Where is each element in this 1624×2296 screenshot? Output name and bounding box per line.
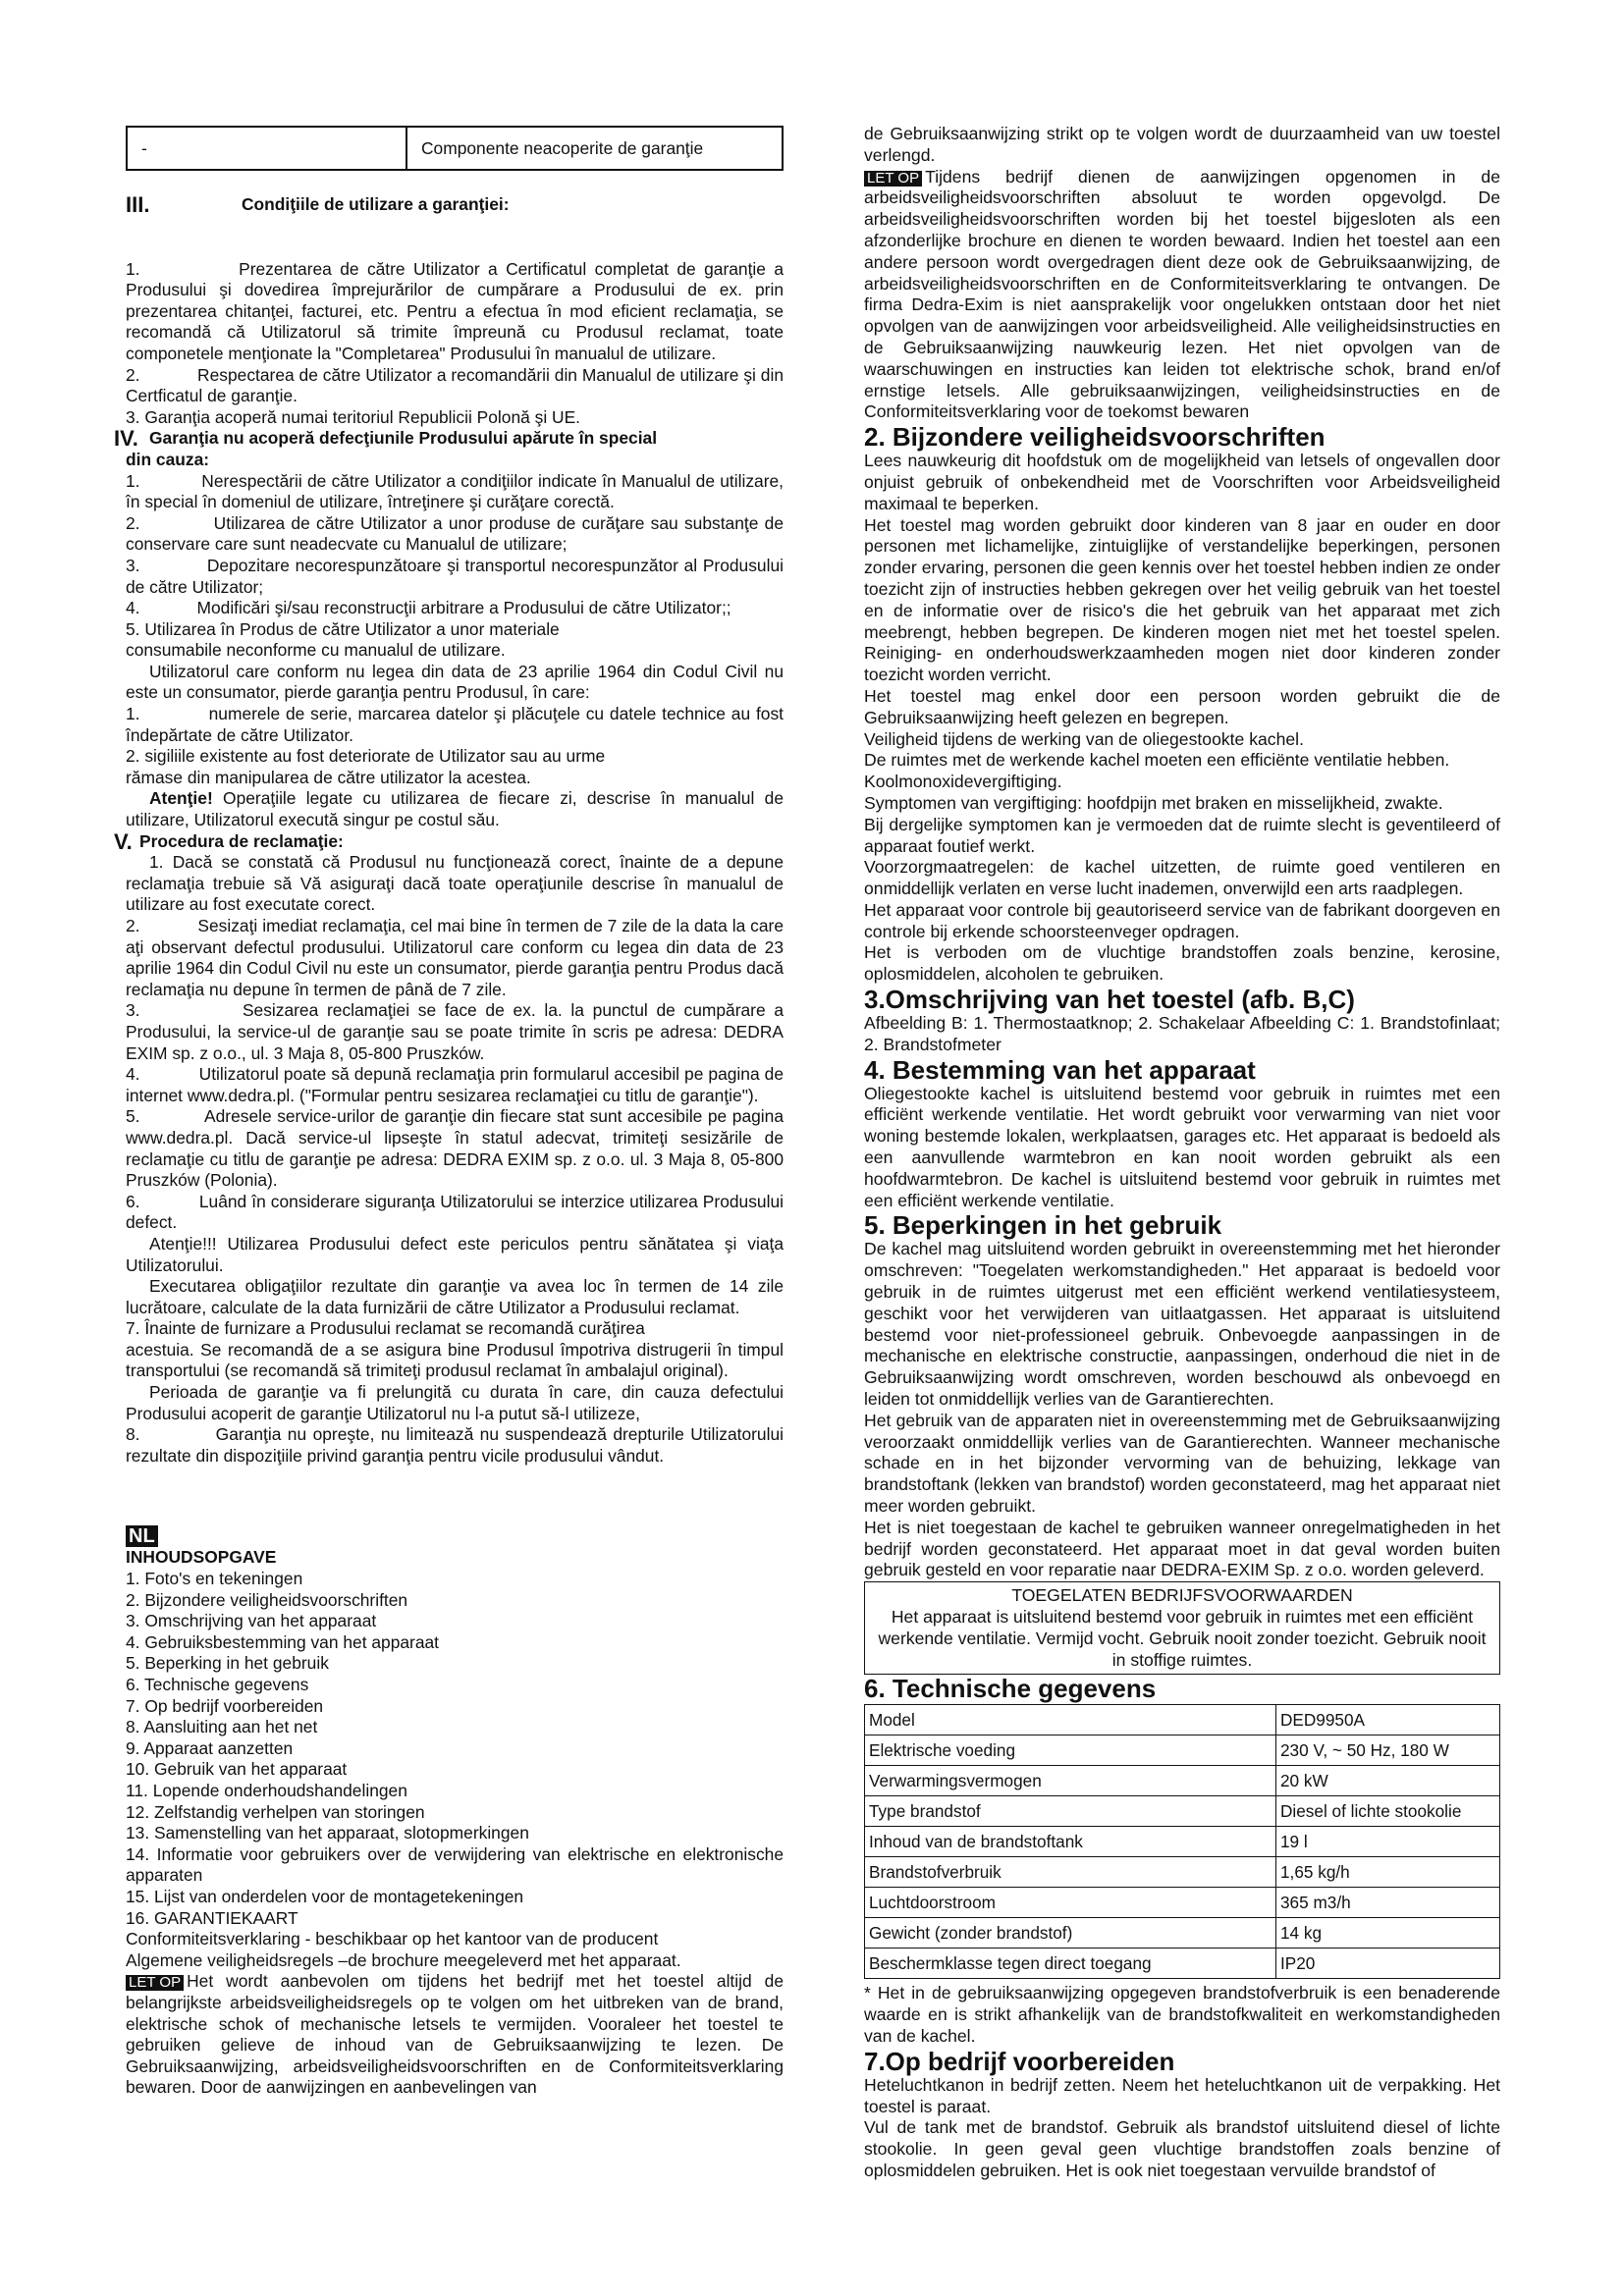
toc-item: 6. Technische gegevens	[126, 1675, 309, 1694]
paragraph: Executarea obligaţiilor rezultate din garanţie va avea loc în termen de 14 zile lucrătoare, calculate de la data furnizării de către Utilizator a Produsului reclamat.	[126, 1276, 784, 1317]
paragraph: 2. Sesizaţi imediat reclamaţia, cel mai bine în termen de 7 zile de la data la care aţi observant defectul produsului. Utilizatorul care conform cu legea din data de 23 aprilie 1964 din Codul Civil nu este un consumator, pierde garanţia pentru Produs dacă reclamaţia nu depune în termen de până de 7 zile.	[126, 916, 788, 999]
toc-item: 12. Zelfstandig verhelpen van storingen	[126, 1801, 425, 1822]
paragraph: 1. numerele de serie, marcarea datelor şi plăcuţele cu datele technice au fost îndepărtate de către Utilizator.	[126, 704, 788, 745]
toc-title: INHOUDSOPGAVE	[126, 1547, 277, 1568]
footnote: * Het in de gebruiksaanwijzing opgegeven brandstofverbruik is een benaderende waarde en is strikt afhankelijk van de brandstofkwaliteit en werkomstandigheden van de kachel.	[864, 1983, 1500, 2046]
spec-label: Verwarmingsvermogen	[865, 1766, 1276, 1796]
section-v-heading	[114, 828, 784, 854]
paragraph: Voorzorgmaatregelen: de kachel uitzetten, de ruimte goed ventileren en onmiddellijk verlaten en verse lucht inademen, onverwijld een arts raadplegen.	[864, 857, 1500, 899]
warning-text: Operaţiile legate cu utilizarea de fiecare zi, descrise în manualul de utilizare, Utilizatorul execută singur pe costul său.	[126, 788, 784, 830]
table-cell: Componente neacoperite de garanţie	[406, 127, 783, 170]
paragraph: Bij dergelijke symptomen kan je vermoeden dat de ruimte slecht is geventileerd of apparaat foutief werkt.	[864, 814, 1500, 856]
table-row	[865, 1918, 1500, 1949]
spec-label: Gewicht (zonder brandstof)	[865, 1918, 1276, 1949]
toc-item: 11. Lopende onderhoudshandelingen	[126, 1780, 407, 1800]
paragraph: Vul de tank met de brandstof. Gebruik als brandstof uitsluitend diesel of lichte stookolie. In geen geval geen vluchtige brandstoffen zoals benzine of oplosmiddelen gebruiken. Het is ook niet toegestaan vervuilde brandstof of	[864, 2117, 1500, 2180]
paragraph: Conformiteitsverklaring - beschikbaar op het kantoor van de producent	[126, 1929, 659, 1949]
spec-label: Brandstofverbruik	[865, 1857, 1276, 1888]
paragraph: Heteluchtkanon in bedrijf zetten. Neem het heteluchtkanon uit de verpakking. Het toestel is paraat.	[864, 2074, 1500, 2116]
table-row	[865, 1857, 1500, 1888]
section-iv-heading	[114, 428, 784, 450]
toc-item: 1. Foto's en tekeningen	[126, 1569, 303, 1589]
paragraph: Veiligheid tijdens de werking van de oliegestookte kachel.	[864, 728, 1304, 749]
paragraph: 6. Luând în considerare siguranţa Utilizatorului se interzice utilizarea Produsului defect.	[126, 1191, 788, 1233]
paragraph: Het toestel mag enkel door een persoon worden gebruikt die de Gebruiksaanwijzing heeft gelezen en begrepen.	[864, 685, 1500, 727]
section-heading: 3.Omschrijving van het toestel (afb. B,C)	[864, 985, 1355, 1015]
paragraph	[864, 167, 1500, 424]
spec-label: Model	[865, 1705, 1276, 1735]
paragraph: 1. Dacă se constată că Produsul nu funcţionează corect, înainte de a depune reclamaţia trebuie să Vă asiguraţi dacă toate operaţiunile descrise în manualul de utilizare au fost executate corect.	[126, 852, 784, 915]
section-title: Condiţiile de utilizare a garanţiei:	[242, 194, 510, 214]
paragraph: Atenţie!!! Utilizarea Produsului defect este periculos pentru sănătatea şi viaţa Utilizatorului.	[126, 1233, 784, 1275]
toc-item: 14. Informatie voor gebruikers over de verwijdering van elektrische en elektronische apparaten	[126, 1843, 784, 1886]
section-title: Procedura de reclamaţie:	[139, 830, 344, 851]
paragraph: 7. Înainte de furnizare a Produsului reclamat se recomandă curăţirea	[126, 1318, 645, 1339]
paragraph: 2. sigiliile existente au fost deteriorate de Utilizator sau au urme	[126, 746, 606, 767]
paragraph: 5. Utilizarea în Produs de către Utilizator a unor materiale	[126, 618, 560, 639]
spec-value: 19 l	[1276, 1827, 1500, 1857]
spec-value: 20 kW	[1276, 1766, 1500, 1796]
paragraph: 4. Modificări şi/sau reconstrucţii arbitrare a Produsului de către Utilizator;;	[126, 598, 731, 618]
paragraph: Het toestel mag worden gebruikt door kinderen van 8 jaar en ouder en door personen met lichamelijke, zintuiglijke of verstandelijke beperkingen, personen zonder ervaring, personen die geen kennis over het toestel hebben indien ze onder toezicht zijn of instructies hebben gekregen over het veilig gebruik van het toestel en de informatie over de risico's die het gebruik van het apparaat met zich meebrengt, hebben begrepen. De kinderen mogen niet met het toestel spelen. Reiniging- en onderhoudswerkzaamheden mogen niet door kinderen zonder toezicht worden verricht.	[864, 514, 1500, 685]
paragraph: Utilizatorul care conform nu legea din data de 23 aprilie 1964 din Codul Civil nu este un consumator, pierde garanţia pentru Produsul, în care:	[126, 661, 784, 703]
paragraph: De kachel mag uitsluitend worden gebruikt in overeenstemming met het hieronder omschreven: "Toegelaten werkomstandigheden." Het apparaat is bedoeld voor gebruik in de ruimtes uitgerust met een efficiënt werkend ventilatiesysteem, geschikt voor het verwijderen van uitlaatgassen. Het apparaat is uitsluitend bestemd voor niet-professioneel gebruik. Onbevoegde aanpassingen in de mechanische en elektrische constructie, aanpassingen, onderhoud die niet in de Gebruiksaanwijzing wordt omschreven, worden beschouwd als onbevoegd en leiden tot onmiddellijk verlies van de Garantierechten.	[864, 1239, 1500, 1410]
toc-item: 13. Samenstelling van het apparaat, slotopmerkingen	[126, 1823, 529, 1843]
letop-label: LET OP	[864, 171, 922, 187]
tech-specs-table	[864, 1704, 1500, 1979]
text: Tijdens bedrijf dienen de aanwijzingen opgenomen in de arbeidsveiligheidsvoorschriften absoluut te worden opgevolgd. De arbeidsveiligheidsvoorschriften worden bij het toestel bijgesloten als een afzonderlijke brochure en dienen te worden bewaard. Indien het toestel aan een andere persoon wordt overgedragen dient deze ook de Gebruiksaanwijzing, de arbeidsveiligheidsvoorschriften en de Conformiteitsverklaring te ontvangen. De firma Dedra-Exim is niet aansprakelijk voor ongelukken ontstaan door het niet opvolgen van de aanwijzingen voor arbeidsveiligheid. Alle veiligheidsinstructies en de Gebruiksaanwijzing nauwkeurig lezen. Het niet opvolgen van de waarschuwingen en instructies kan leiden tot elektrische schok, brand en/of ernstige letsels. Alle gebruiksaanwijzingen, veiligheidsinstructies en de Conformiteitsverklaring voor de toekomst bewaren	[864, 166, 1500, 422]
text: . Dacă service-ul lipseşte în statul adecvat, trimiteţi sesizările de reclamaţie cu titlu de garanţie pe adresa: DEDRA EXIM sp. z o.o. ul. 3 Maja 8, 05-800 Pruszków (Polonia).	[126, 1127, 788, 1191]
toc-item: 4. Gebruiksbestemming van het apparaat	[126, 1631, 440, 1652]
text: Het wordt aanbevolen om tijdens het bedrijf met het toestel altijd de belangrijkste arbeidsveiligheidsregels op te volgen om het uitbreken van de brand, elektrische schok of mechanische letsels te vermijden. Vooraleer het toestel te gebruiken gelieve de inhoud van de Gebruiksaanwijzing te lezen. De Gebruiksaanwijzing, arbeidsveiligheidsvoorschriften en de Conformiteitsverklaring bewaren. Door de aanwijzingen en aanbevelingen van	[126, 1971, 784, 2098]
right-column	[864, 124, 1500, 2182]
paragraph: 8. Garanţia nu opreşte, nu limitează nu suspendează drepturile Utilizatorului rezultate din dispoziţiile privind garanţia pentru vicile produsului vândut.	[126, 1424, 788, 1466]
spec-label: Inhoud van de brandstoftank	[865, 1827, 1276, 1857]
spec-label: Luchtdoorstroom	[865, 1888, 1276, 1918]
table-row	[865, 1949, 1500, 1979]
paragraph: Afbeelding B: 1. Thermostaatknop; 2. Schakelaar Afbeelding C: 1. Brandstofinlaat; 2. Brandstofmeter	[864, 1013, 1500, 1054]
paragraph: 2. Respectarea de către Utilizator a recomandării din Manualul de utilizare şi din Certficatul de garanţie.	[126, 364, 788, 406]
section-heading: 5. Beperkingen in het gebruik	[864, 1210, 1222, 1241]
left-column	[114, 192, 788, 2099]
paragraph: consumabile neconforme cu manualul de utilizare.	[126, 640, 506, 661]
paragraph: Symptomen van vergiftiging: hoofdpijn met braken en misselijkheid, zwakte.	[864, 792, 1443, 813]
paragraph: acestuia. Se recomandă de a se asigura bine Produsul împotriva distrugerii în timpul transportului (se recomandă să trimiteţi produsul reclamat în ambalajul original).	[126, 1339, 784, 1381]
spec-value: IP20	[1276, 1949, 1500, 1979]
paragraph: Oliegestookte kachel is uitsluitend bestemd voor gebruik in ruimtes met een efficiënt werkende ventilatie. Het wordt gebruikt voor verwarming van niet voor woning bestemde lokalen, werkplaatsen, garages etc. Het apparaat is bedoeld als een aanvullende warmtebron en kan nooit worden gebruikt als een hoofdwarmtebron. De kachel is uitsluitend bestemd voor gebruik in ruimtes met een efficiënt werkende ventilatie.	[864, 1083, 1500, 1210]
toc-item: 15. Lijst van onderdelen voor de montagetekeningen	[126, 1886, 524, 1906]
spec-label: Beschermklasse tegen direct toegang	[865, 1949, 1276, 1979]
paragraph: Algemene veiligheidsregels –de brochure meegeleverd met het apparaat.	[126, 1949, 681, 1970]
paragraph: 3. Garanţia acoperă numai teritoriul Republicii Polonă şi UE.	[126, 406, 581, 427]
paragraph: 3. Sesizarea reclamaţiei se face de ex. la. la punctul de cumpărare a Produsului, la service-ul de garanţie sau se poate trimite în scris pe adresa: DEDRA EXIM sp. z o.o., ul. 3 Maja 8, 05-800 Pruszków.	[126, 1000, 788, 1063]
section-heading: 7.Op bedrijf voorbereiden	[864, 2046, 1175, 2076]
table-row	[865, 1888, 1500, 1918]
toc-item: 7. Op bedrijf voorbereiden	[126, 1695, 324, 1716]
toc-item: 9. Apparaat aanzetten	[126, 1737, 294, 1758]
text: . ("Formular pentru sesizarea reclamaţiei cu titlu de garanţie").	[290, 1085, 759, 1105]
text: 4. Utilizatorul poate să depună reclamaţia prin formularul accesibil pe pagina de internet	[126, 1064, 788, 1105]
paragraph: 1. Prezentarea de către Utilizator a Certificatul completat de garanţie a Produsului şi dovedirea împrejurărilor de cumpărare a Produsului de ex. prin prezentarea chitanţei, facturei, etc. Pentru a efectua în mod eficient reclamaţia, se recomandă că Utilizatorul să trimite împreună cu Produsul reclamat, toate componetele menţionate la "Completarea" Produsului în manualul de utilizare.	[126, 258, 788, 363]
table-row	[865, 1705, 1500, 1735]
section-heading: 4. Bestemming van het apparaat	[864, 1054, 1256, 1085]
paragraph	[126, 1971, 784, 2099]
toc-list	[126, 1569, 784, 1844]
toc-item: 5. Beperking in het gebruik	[126, 1653, 329, 1674]
toc-item: 2. Bijzondere veiligheidsvoorschriften	[126, 1589, 408, 1610]
spec-label: Type brandstof	[865, 1796, 1276, 1827]
paragraph: De ruimtes met de werkende kachel moeten een efficiënte ventilatie hebben.	[864, 750, 1450, 771]
paragraph: Het gebruik van de apparaten niet in overeenstemming met de Gebruiksaanwijzing veroorzaakt onmiddellijk verlies van de Garantierechten. Wanneer mechanische schade en in het bijzonder vervorming van de behuizing, lekkage van brandstoftank (lekken van brandstof) worden geconstateerd, mag het apparaat niet meer worden gebruikt.	[864, 1410, 1500, 1517]
section-iii-heading	[126, 194, 784, 216]
spec-label: Elektrische voeding	[865, 1735, 1276, 1766]
table-row	[865, 1766, 1500, 1796]
paragraph	[126, 788, 784, 830]
paragraph: Perioada de garanţie va fi prelungită cu durata în care, din cauza defectului Produsului acoperit de garanţie Utilizatorul nu l-a putut să-l utilizeze,	[126, 1382, 784, 1423]
section-title: Garanţia nu acoperă defecţiunile Produsului apărute în special	[149, 428, 658, 449]
spec-value: 365 m3/h	[1276, 1888, 1500, 1918]
spec-value: 230 V, ~ 50 Hz, 180 W	[1276, 1735, 1500, 1766]
table-row	[865, 1796, 1500, 1827]
conditions-box	[864, 1581, 1500, 1675]
box-text: Het apparaat is uitsluitend bestemd voor gebruik in ruimtes met een efficiënt werkende ventilatie. Vermijd vocht. Gebruik nooit zonder toezicht. Gebruik nooit in stoffige ruimtes.	[878, 1607, 1487, 1670]
toc-item: 3. Omschrijving van het apparaat	[126, 1611, 377, 1631]
spec-value: Diesel of lichte stookolie	[1276, 1796, 1500, 1827]
paragraph: rămase din manipularea de către utilizator la acestea.	[126, 767, 531, 787]
paragraph: 2. Utilizarea de către Utilizator a unor produse de curăţare sau substanţe de conservare care sunt neadecvate cu Manualul de utilizare;	[126, 512, 788, 555]
paragraph	[126, 1106, 788, 1191]
paragraph: Koolmonoxidevergiftiging.	[864, 772, 1062, 792]
toc-item: 16. GARANTIEKAART	[126, 1907, 298, 1928]
paragraph: 1. Nerespectării de către Utilizator a condiţiilor indicate în Manualul de utilizare, în special în domeniul de utilizare, întreţinere şi curăţare corectă.	[126, 470, 788, 512]
section-number: III.	[126, 192, 150, 217]
letop-label: LET OP	[126, 1975, 184, 1991]
table-cell: -	[127, 127, 406, 170]
website-link[interactable]: www.dedra.pl	[187, 1085, 291, 1105]
text: 5. Adresele service-urilor de garanţie din fiecare stat sunt accesibile pe pagina	[126, 1106, 788, 1127]
toc-item: 10. Gebruik van het apparaat	[126, 1759, 348, 1780]
warranty-components-table	[126, 126, 784, 171]
paragraph: de Gebruiksaanwijzing strikt op te volgen wordt de duurzaamheid van uw toestel verlengd.	[864, 124, 1500, 165]
section-subtitle: din cauza:	[126, 449, 210, 469]
paragraph: Het apparaat voor controle bij geautoriseerd service van de fabrikant doorgeven en controle bij erkende schoorsteenveger opdragen.	[864, 899, 1500, 941]
paragraph: Het is niet toegestaan de kachel te gebruiken wanneer onregelmatigheden in het bedrijf worden geconstateerd. Het apparaat moet in dat geval worden buiten gebruik gesteld en voor reparatie naar DEDRA-EXIM Sp. z o.o. worden geleverd.	[864, 1517, 1500, 1580]
spec-value: 14 kg	[1276, 1918, 1500, 1949]
spec-value: 1,65 kg/h	[1276, 1857, 1500, 1888]
section-number: IV.	[114, 426, 138, 452]
table-row	[127, 127, 783, 170]
paragraph	[126, 1064, 788, 1106]
language-badge: NL	[126, 1525, 158, 1547]
paragraph: Lees nauwkeurig dit hoofdstuk om de mogelijkheid van letsels of ongevallen door onjuist gebruik of onbekendheid met de Voorschriften voor Arbeidsveiligheid maximaal te beperken.	[864, 451, 1500, 513]
paragraph: Het is verboden om de vluchtige brandstoffen zoals benzine, kerosine, oplosmiddelen, alcoholen te gebruiken.	[864, 942, 1500, 985]
paragraph: 3. Depozitare necorespunzătoare şi transportul necorespunzător al Produsului de către Utilizator;	[126, 555, 788, 597]
section-heading: 6. Technische gegevens	[864, 1674, 1157, 1704]
warning-label: Atenţie!	[149, 788, 213, 809]
box-title: TOEGELATEN BEDRIJFSVOORWAARDEN	[1011, 1585, 1353, 1606]
toc-item: 8. Aansluiting aan het net	[126, 1717, 318, 1737]
section-heading: 2. Bijzondere veiligheidsvoorschriften	[864, 422, 1326, 453]
section-number: V.	[114, 828, 133, 854]
website-link[interactable]: www.dedra.pl	[126, 1127, 229, 1148]
table-row	[865, 1735, 1500, 1766]
table-row	[865, 1827, 1500, 1857]
spec-value: DED9950A	[1276, 1705, 1500, 1735]
